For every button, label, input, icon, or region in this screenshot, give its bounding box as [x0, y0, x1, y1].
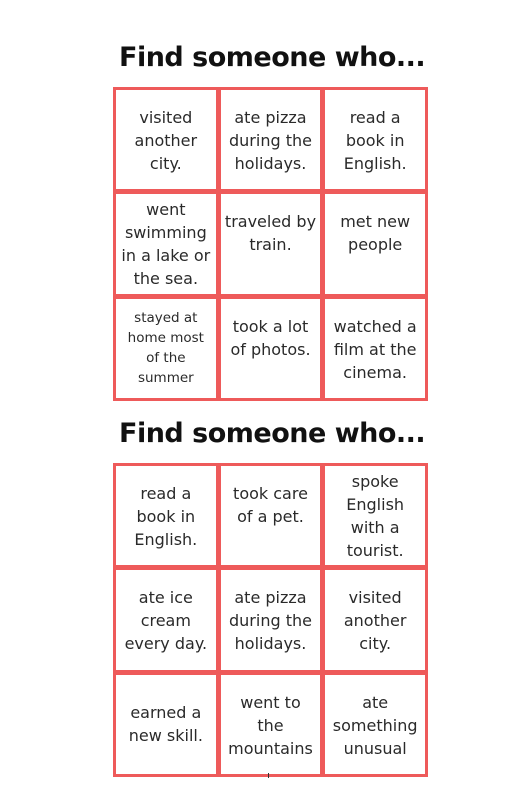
- bingo-cell: met new people: [324, 193, 426, 294]
- worksheet-1-bingo-grid: [113, 87, 428, 401]
- bingo-cell: watched a film at the cinema.: [324, 298, 426, 399]
- bingo-cell: read a book in English.: [324, 89, 426, 190]
- bingo-cell: earned a new skill.: [115, 674, 217, 775]
- bingo-cell: went swimming in a lake or the sea.: [115, 193, 217, 294]
- bingo-cell: traveled by train.: [220, 193, 322, 294]
- bingo-cell: spoke English with a tourist.: [324, 465, 426, 566]
- worksheet-2-title: Find someone who...: [119, 418, 426, 449]
- bingo-cell: ate pizza during the holidays.: [220, 89, 322, 190]
- bingo-cell: went to the mountains: [220, 674, 322, 775]
- worksheet-1-title: Find someone who...: [119, 42, 426, 73]
- bingo-cell: visited another city.: [115, 89, 217, 190]
- bingo-cell: read a book in English.: [115, 465, 217, 566]
- bingo-cell: took care of a pet.: [220, 465, 322, 566]
- bingo-cell: ate something unusual: [324, 674, 426, 775]
- bingo-cell: ate pizza during the holidays.: [220, 569, 322, 670]
- bingo-cell: visited another city.: [324, 569, 426, 670]
- bingo-cell: took a lot of photos.: [220, 298, 322, 399]
- stray-mark: [268, 773, 269, 778]
- bingo-cell: stayed at home most of the summer: [115, 298, 217, 399]
- worksheet-2-bingo-grid: [113, 463, 428, 777]
- bingo-cell: ate ice cream every day.: [115, 569, 217, 670]
